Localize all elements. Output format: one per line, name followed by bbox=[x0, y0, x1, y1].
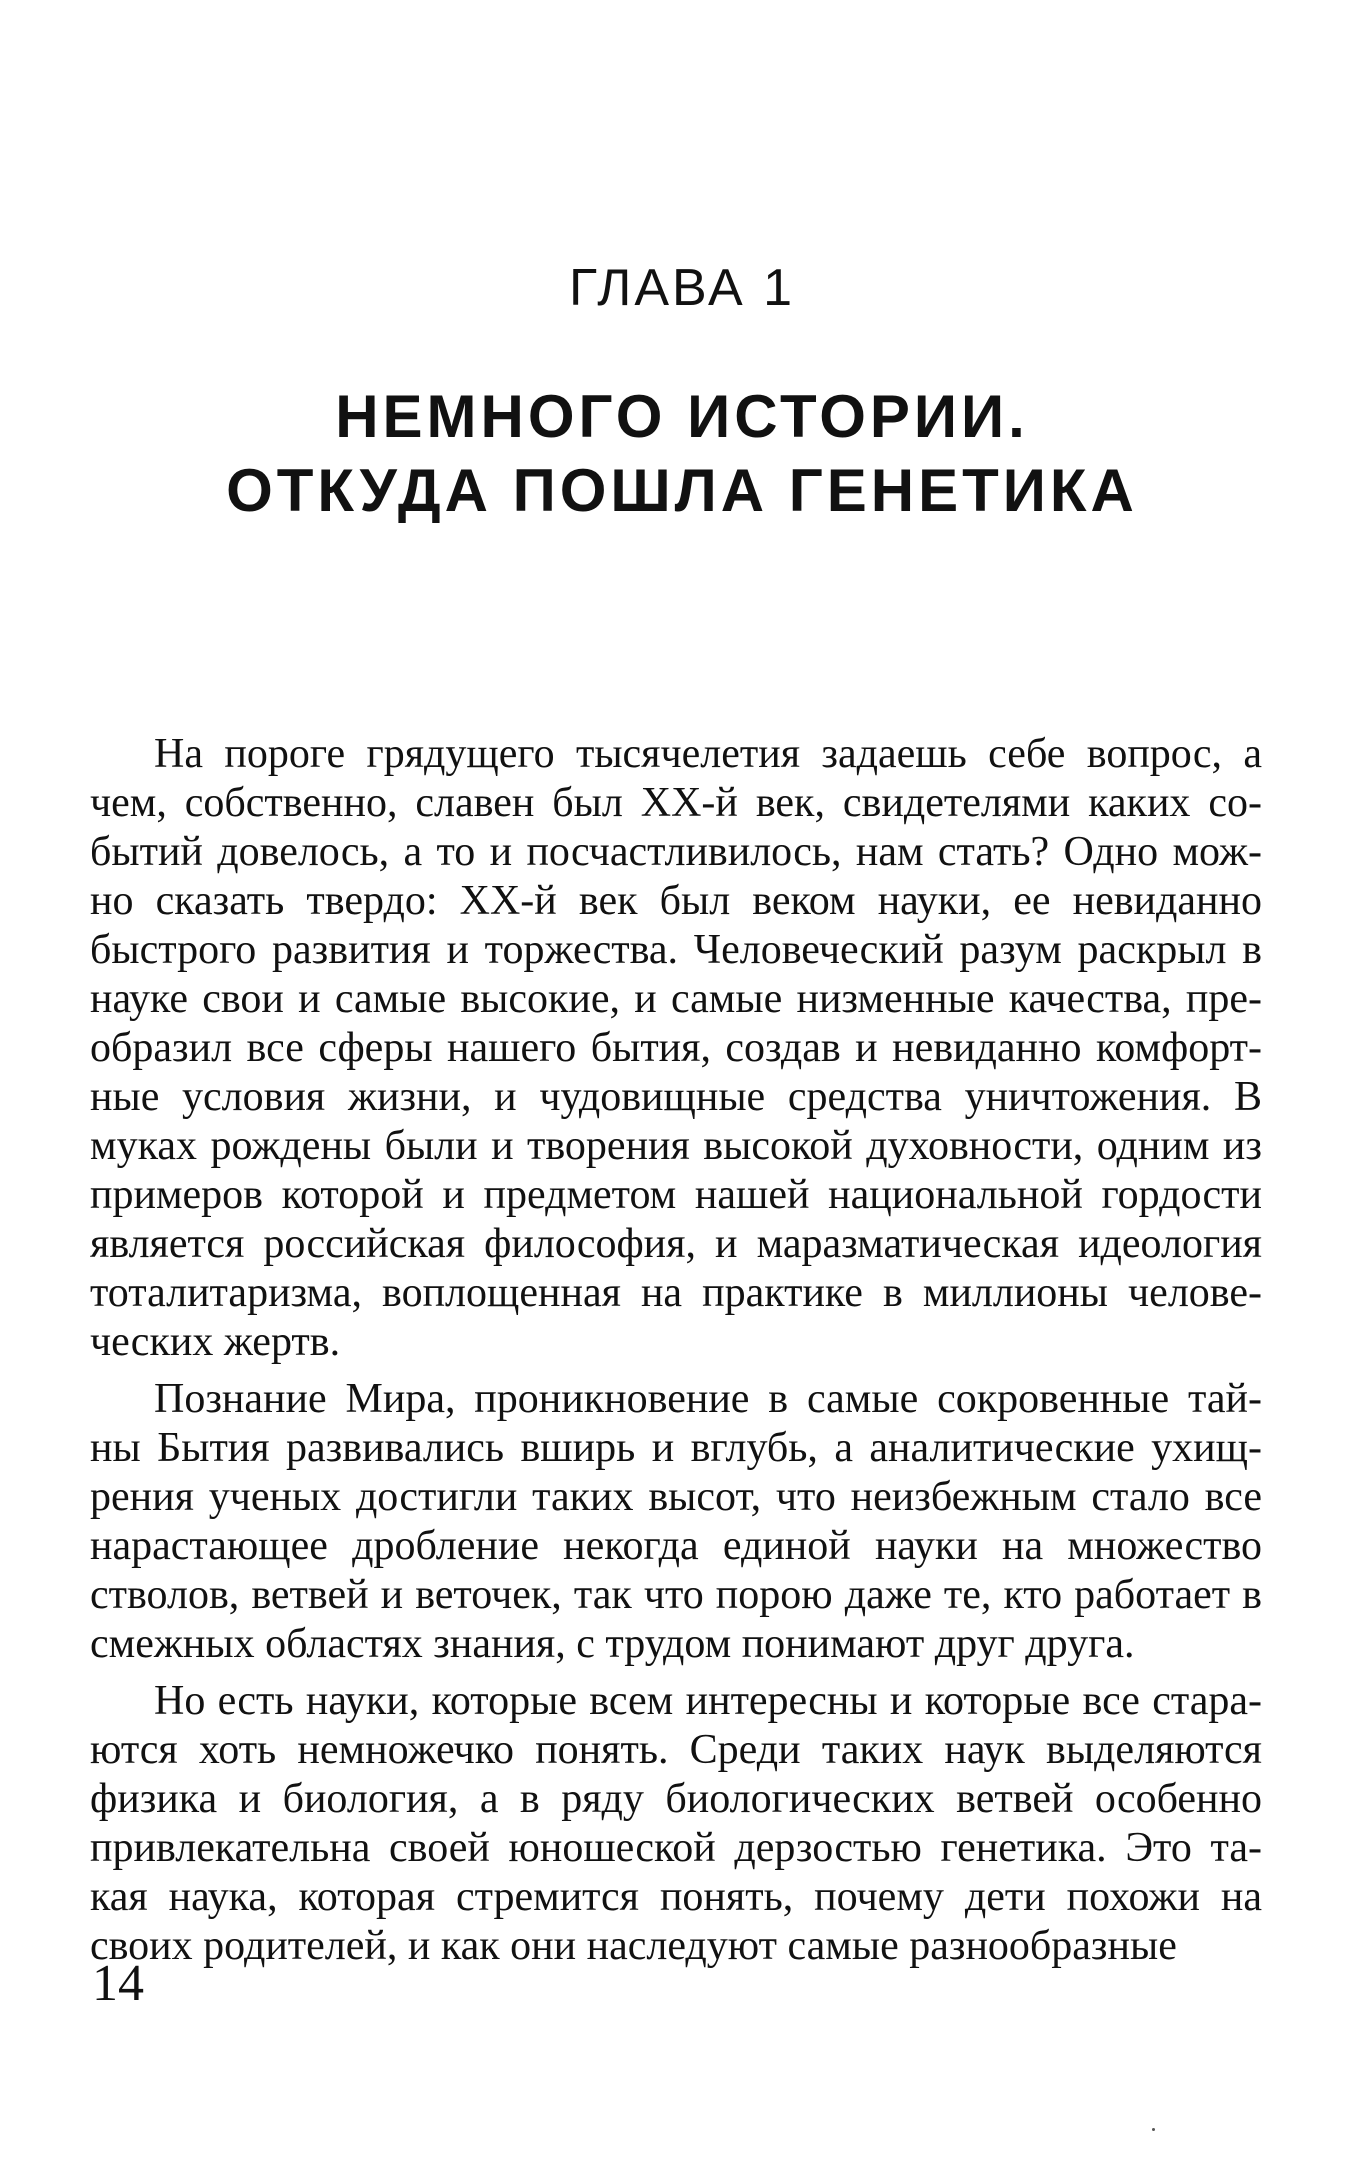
text-line: кая наука, которая стремится понять, почему дети похожи на bbox=[90, 1874, 1262, 1920]
text-line: нарастающее дробление некогда единой науки на множество bbox=[90, 1523, 1262, 1569]
paragraph-gap bbox=[90, 1669, 1262, 1677]
text-line: физика и биология, а в ряду биологических ветвей особенно bbox=[90, 1776, 1262, 1822]
text-line: образил все сферы нашего бытия, создав и невиданно комфорт- bbox=[90, 1025, 1262, 1071]
text-line: науке свои и самые высокие, и самые низменные качества, пре- bbox=[90, 976, 1262, 1022]
paragraph bbox=[90, 1375, 1262, 1669]
paragraph bbox=[90, 1677, 1262, 1971]
text-line: привлекательна своей юношеской дерзостью генетика. Это та- bbox=[90, 1825, 1262, 1871]
text-line: стволов, ветвей и веточек, так что порою даже те, кто работает в bbox=[90, 1572, 1262, 1618]
text-line: рения ученых достигли таких высот, что неизбежным стало все bbox=[90, 1474, 1262, 1520]
paragraph-gap bbox=[90, 1367, 1262, 1375]
body-text bbox=[90, 730, 1262, 1971]
page-number: 14 bbox=[92, 1955, 144, 2012]
text-line: смежных областях знания, с трудом понимают друг друга. bbox=[90, 1621, 1135, 1667]
text-line: ны Бытия развивались вширь и вглубь, а аналитические ухищ- bbox=[90, 1425, 1262, 1471]
text-line: Познание Мира, проникновение в самые сокровенные тай- bbox=[154, 1376, 1262, 1422]
chapter-title-line: ОТКУДА ПОШЛА ГЕНЕТИКА bbox=[226, 457, 1138, 524]
scan-speck bbox=[1152, 2128, 1155, 2131]
text-line: тоталитаризма, воплощенная на практике в миллионы челове- bbox=[90, 1270, 1262, 1316]
text-line: ные условия жизни, и чудовищные средства уничтожения. В bbox=[90, 1074, 1262, 1120]
chapter-label: ГЛАВА 1 bbox=[568, 259, 796, 317]
chapter-title bbox=[0, 380, 1364, 528]
text-line: является российская философия, и маразматическая идеология bbox=[90, 1221, 1262, 1267]
text-line: На пороге грядущего тысячелетия задаешь себе вопрос, а bbox=[154, 731, 1262, 777]
chapter-title-line: НЕМНОГО ИСТОРИИ. bbox=[335, 383, 1029, 450]
text-line: бытий довелось, а то и посчастливилось, нам стать? Одно мож- bbox=[90, 829, 1262, 875]
text-line: быстрого развития и торжества. Человеческий разум раскрыл в bbox=[90, 927, 1262, 973]
text-line: своих родителей, и как они наследуют самые разнообразные bbox=[90, 1923, 1177, 1969]
text-line: чем, собственно, славен был ХХ-й век, свидетелями каких со- bbox=[90, 780, 1262, 826]
text-line: но сказать твердо: ХХ-й век был веком науки, ее невиданно bbox=[90, 878, 1262, 924]
text-line: ются хоть немножечко понять. Среди таких наук выделяются bbox=[90, 1727, 1262, 1773]
text-line: муках рождены были и творения высокой духовности, одним из bbox=[90, 1123, 1262, 1169]
text-line: ческих жертв. bbox=[90, 1319, 341, 1365]
paragraph bbox=[90, 730, 1262, 1367]
text-line: Но есть науки, которые всем интересны и которые все стара- bbox=[154, 1678, 1262, 1724]
text-line: примеров которой и предметом нашей национальной гордости bbox=[90, 1172, 1262, 1218]
